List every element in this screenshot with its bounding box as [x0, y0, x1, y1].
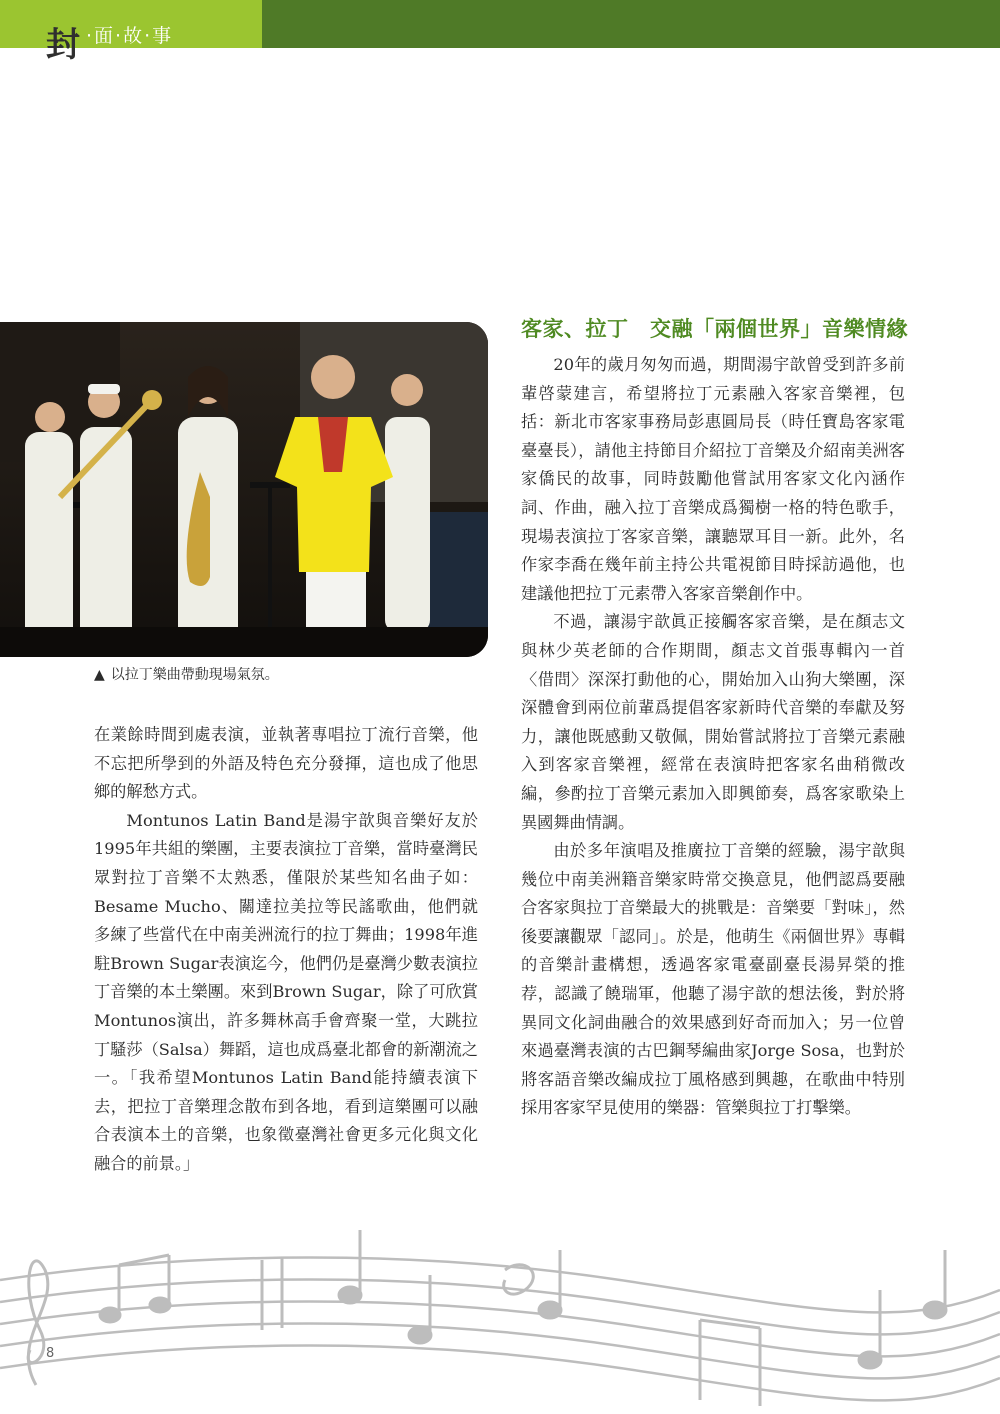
- photo-caption: [94, 664, 279, 684]
- section-title-main: 封: [46, 25, 80, 65]
- page-number: 8: [46, 1346, 55, 1361]
- music-staff-decoration: [0, 1210, 1000, 1414]
- triangle-marker-icon: ▲: [94, 667, 105, 683]
- article-left-column: [94, 721, 478, 1179]
- header-accent-bar-dark: [262, 0, 1000, 48]
- section-title-rest: ·面·故·事: [86, 25, 174, 47]
- photo-caption-text: 以拉丁樂曲帶動現場氣氛。: [110, 667, 279, 683]
- band-performance-photo: [0, 322, 488, 657]
- article-paragraph: 不過，讓湯宇歆眞正接觸客家音樂，是在顏志文與林少英老師的合作期間，顏志文首張專輯內一首〈借問〉深深打動他的心，開始加入山狗大樂團，深深體會到兩位前輩爲提倡客家新時代音樂的奉獻及努力，讓他既感動又敬佩，開始嘗試將拉丁音樂元素融入到客家音樂裡，經常在表演時把客家名曲稍微改編，參酌拉丁音樂元素加入即興節奏，爲客家歌染上異國舞曲情調。: [521, 612, 905, 832]
- article-right-column: [521, 351, 905, 1123]
- article-paragraph: 由於多年演唱及推廣拉丁音樂的經驗，湯宇歆與幾位中南美洲籍音樂家時常交換意見，他們認爲要融合客家與拉丁音樂最大的挑戰是：音樂要「對味」，然後要讓觀眾「認同」。於是，他萌生《兩個世界》專輯的音樂計畫構想，透過客家電臺副臺長湯昇榮的推荐，認識了饒瑞軍，他聽了湯宇歆的想法後，對於將異同文化詞曲融合的效果感到好奇而加入；另一位曾來過臺灣表演的古巴鋼琴編曲家Jorge Sosa，也對於將客語音樂改編成拉丁風格感到興趣，在歌曲中特別採用客家罕見使用的樂器：管樂與拉丁打擊樂。: [521, 841, 905, 1118]
- article-paragraph: 在業餘時間到處表演，並執著專唱拉丁流行音樂，他不忘把所學到的外語及特色充分發揮，這也成了他思鄉的解愁方式。: [94, 725, 478, 802]
- section-title: [46, 22, 174, 65]
- article-paragraph: Montunos Latin Band是湯宇歆與音樂好友於1995年共組的樂團，主要表演拉丁音樂，當時臺灣民眾對拉丁音樂不太熟悉，僅限於某些知名曲子如：Besame Mucho、關達拉美拉等民謠歌曲，他們就多練了些當代在中南美洲流行的拉丁舞曲；1998年進駐Brown Sugar表演迄今，他們仍是臺灣少數表演拉丁音樂的本土樂團。來到Brown Sugar，除了可欣賞Montunos演出，許多舞林高手會齊聚一堂，大跳拉丁騷莎（Salsa）舞蹈，這也成爲臺北都會的新潮流之一。「我希望Montunos Latin Band能持續表演下去，把拉丁音樂理念散布到各地，看到這樂團可以融合表演本土的音樂，也象徵臺灣社會更多元化與文化融合的前景。」: [94, 810, 478, 1173]
- article-subheading: 客家、拉丁 交融「兩個世界」音樂情緣: [521, 317, 908, 341]
- article-paragraph: 20年的歲月匆匆而過，期間湯宇歆曾受到許多前輩啓蒙建言，希望將拉丁元素融入客家音樂裡，包括：新北市客家事務局彭惠圓局長（時任寶島客家電臺臺長），請他主持節目介紹拉丁音樂及介紹南美洲客家僑民的故事，同時鼓勵他嘗試用客家文化內涵作詞、作曲，融入拉丁音樂成爲獨樹一格的特色歌手，現場表演拉丁客家音樂，讓聽眾耳目一新。此外，名作家李喬在幾年前主持公共電視節目時採訪過他，也建議他把拉丁元素帶入客家音樂創作中。: [521, 355, 905, 603]
